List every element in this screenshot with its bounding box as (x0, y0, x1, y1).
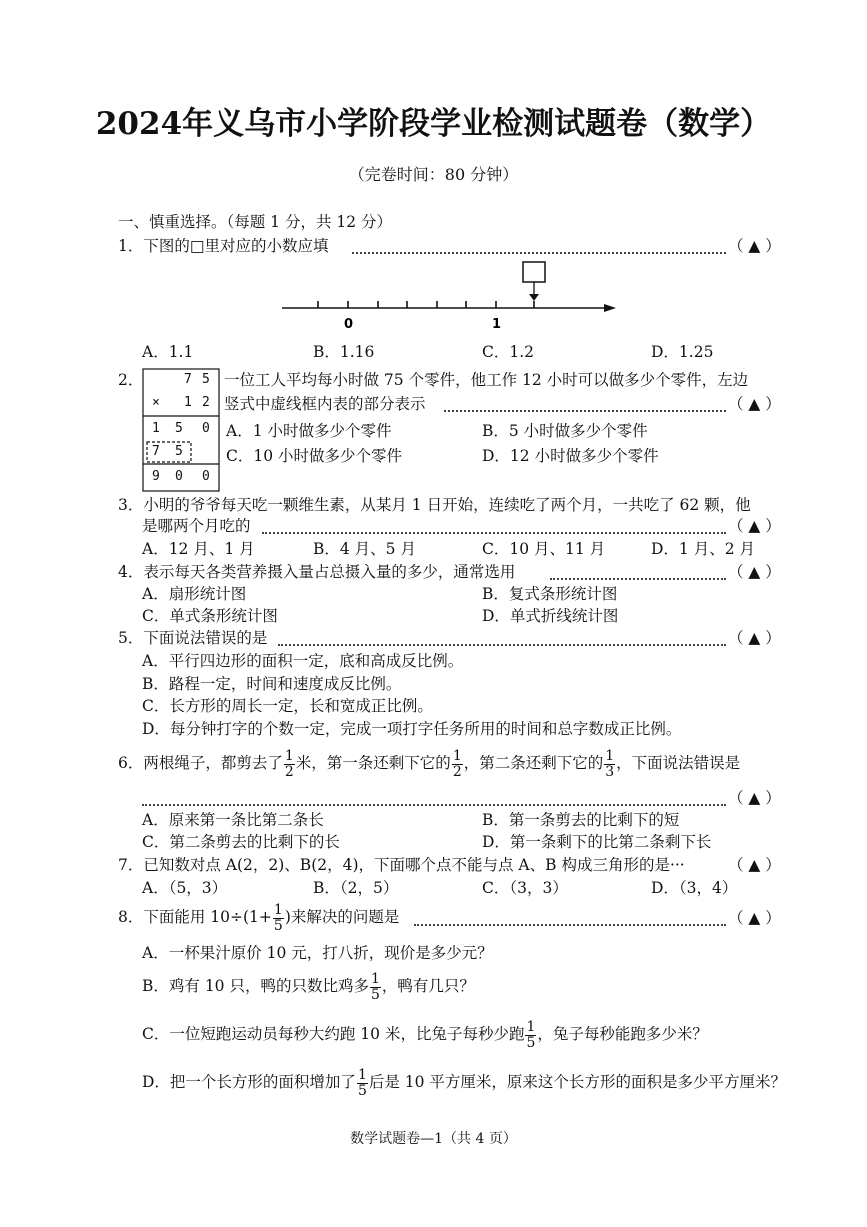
fraction (604, 749, 615, 780)
q2-option-d: D．12 小时做多少个零件 (482, 447, 659, 465)
numerator: 1 (452, 747, 462, 764)
q6-answer-mark: （ ▲ ） (728, 789, 781, 807)
q7-option-b: B．（2，5） (313, 879, 399, 897)
q7-stem: 7．已知数对点 A(2，2)、B(2，4)，下面哪个点不能与点 A、B 构成三角形的是··· (118, 856, 685, 874)
q8-option-b (142, 968, 475, 1004)
denominator: 5 (526, 1034, 536, 1051)
digit: 1 (152, 421, 160, 436)
q1-option-c: C．1.2 (482, 343, 535, 361)
digit: 0 (202, 469, 210, 484)
q6-text-4: ，下面说法错误是 (616, 754, 741, 772)
q3-option-c: C．10 月、11 月 (482, 540, 606, 558)
q6-option-d: D．第一条剩下的比第二条剩下长 (482, 833, 712, 851)
q5-option-a: A．平行四边形的面积一定，底和高成反比例。 (142, 652, 464, 670)
axis-label-one: 1 (492, 317, 502, 332)
q3-option-a: A．12 月、1 月 (142, 540, 255, 558)
digit: 5 (175, 421, 183, 436)
fraction (284, 749, 295, 780)
q2-answer-mark: （ ▲ ） (728, 395, 781, 413)
answer-box (523, 262, 545, 282)
q4-option-a: A．扇形统计图 (142, 585, 247, 603)
q3-option-b: B．4 月、5 月 (313, 540, 416, 558)
q3-option-d: D．1 月、2 月 (651, 540, 756, 558)
q8-option-c-text-end: ，兔子每秒能跑多少米？ (537, 1025, 708, 1043)
q7-option-d: D．（3，4） (651, 879, 738, 897)
fraction (273, 903, 284, 934)
numerator: 1 (357, 1066, 367, 1083)
q8-option-d-text: D．把一个长方形的面积增加了 (142, 1073, 356, 1091)
fraction (525, 1020, 536, 1051)
denominator: 5 (370, 986, 380, 1003)
q5-option-c: C．长方形的周长一定，长和宽成正比例。 (142, 697, 433, 715)
q8-dots (414, 922, 726, 926)
q8-option-c-text: C．一位短跑运动员每秒大约跑 10 米，比兔子每秒少跑 (142, 1025, 525, 1043)
q6-stem (118, 746, 740, 780)
denominator: 5 (357, 1082, 367, 1099)
q6-text-2: 米，第一条还剩下它的 (295, 754, 451, 772)
q5-stem: 5．下面说法错误的是 (118, 629, 268, 647)
q1-dots (352, 250, 726, 254)
q8-option-d (142, 1064, 786, 1100)
q8-answer-mark: （ ▲ ） (728, 909, 781, 927)
digit: 1 (184, 395, 192, 410)
numerator: 1 (526, 1018, 536, 1035)
digit: 2 (202, 395, 210, 410)
q1-option-b: B．1.16 (313, 343, 375, 361)
denominator: 3 (605, 763, 615, 780)
digit: 0 (202, 421, 210, 436)
q8-text-2: )来解决的问题是 (284, 908, 400, 926)
q6-option-a: A．原来第一条比第二条长 (142, 811, 324, 829)
q2-line2: 竖式中虚线框内表的部分表示 (224, 395, 426, 413)
q4-dots (550, 576, 726, 580)
q2-option-a: A．1 小时做多少个零件 (226, 422, 392, 440)
q4-option-d: D．单式折线统计图 (482, 607, 619, 625)
q1-stem: 1．下图的□里对应的小数应填 (118, 237, 329, 255)
fraction (370, 972, 381, 1003)
page-footer: 数学试题卷—1（共 4 页） (350, 1131, 517, 1147)
digit: 7 (152, 444, 160, 459)
q8-option-b-text: B．鸡有 10 只，鸭的只数比鸡多 (142, 977, 369, 995)
q2-option-c: C．10 小时做多少个零件 (226, 447, 403, 465)
digit: 5 (202, 372, 210, 387)
q8-option-a: A．一杯果汁原价 10 元，打八折，现价是多少元？ (142, 944, 493, 962)
q5-option-b: B．路程一定，时间和速度成反比例。 (142, 675, 402, 693)
q8-option-d-text-end: 后是 10 平方厘米，原来这个长方形的面积是多少平方厘米？ (368, 1073, 786, 1091)
fraction (357, 1068, 368, 1099)
numerator: 1 (370, 970, 380, 987)
q5-dots (278, 642, 726, 646)
section-heading: 一、慎重选择。（每题 1 分，共 12 分） (118, 213, 393, 231)
q6-option-b: B．第一条剪去的比剩下的短 (482, 811, 680, 829)
q2-number: 2． (118, 371, 144, 389)
axis-arrow-head (604, 304, 616, 312)
axis-ticks (318, 301, 534, 308)
q4-option-b: B．复式条形统计图 (482, 585, 618, 603)
q4-stem: 4．表示每天各类营养摄入量占总摄入量的多少，通常选用 (118, 563, 516, 581)
q3-answer-mark: （ ▲ ） (728, 517, 781, 535)
digit: 7 (184, 372, 192, 387)
denominator: 5 (273, 917, 283, 934)
digit: 5 (175, 444, 183, 459)
q8-option-b-text-end: ，鸭有几只？ (381, 977, 475, 995)
q6-text-1: 6．两根绳子，都剪去了 (118, 754, 283, 772)
q7-answer-mark: （ ▲ ） (728, 856, 781, 874)
q7-option-a: A．（5，3） (142, 879, 228, 897)
q8-text-1: 8．下面能用 10÷(1+ (118, 908, 272, 926)
q5-answer-mark: （ ▲ ） (728, 629, 781, 647)
denominator: 2 (452, 763, 462, 780)
q8-option-c (142, 1016, 708, 1052)
q1-option-a: A．1.1 (142, 343, 194, 361)
times-sign: × (152, 395, 160, 410)
numerator: 1 (605, 747, 615, 764)
vertical-multiplication (142, 368, 220, 492)
axis-label-zero: 0 (344, 317, 354, 332)
q4-answer-mark: （ ▲ ） (728, 563, 781, 581)
denominator: 2 (284, 763, 294, 780)
q4-option-c: C．单式条形统计图 (142, 607, 278, 625)
q2-dots (444, 408, 726, 412)
page-subtitle: （完卷时间：80 分钟） (348, 165, 519, 184)
q3-line2: 是哪两个月吃的 (142, 517, 251, 535)
q1-answer-mark: （ ▲ ） (728, 237, 781, 255)
q6-option-c: C．第二条剪去的比剩下的长 (142, 833, 340, 851)
q6-text-3: ，第二条还剩下它的 (463, 754, 604, 772)
page-title: 2024年义乌市小学阶段学业检测试题卷（数学） (95, 106, 772, 142)
q6-dots (142, 802, 726, 806)
q1-option-d: D．1.25 (651, 343, 714, 361)
q5-option-d: D．每分钟打字的个数一定，完成一项打字任务所用的时间和总字数成正比例。 (142, 720, 682, 738)
fraction (452, 749, 463, 780)
numerator: 1 (273, 901, 283, 918)
q7-option-c: C．（3，3） (482, 879, 568, 897)
digit: 9 (152, 469, 160, 484)
q2-option-b: B．5 小时做多少个零件 (482, 422, 648, 440)
q3-line1: 3．小明的爷爷每天吃一颗维生素，从某月 1 日开始，连续吃了两个月，一共吃了 62 颗，他 (118, 496, 751, 514)
digit: 0 (175, 469, 183, 484)
q8-stem (118, 900, 399, 934)
numerator: 1 (284, 747, 294, 764)
q2-line1: 一位工人平均每小时做 75 个零件，他工作 12 小时可以做多少个零件，左边 (224, 371, 749, 389)
q3-dots (262, 530, 726, 534)
pointer-arrow-head (529, 294, 539, 301)
number-line-figure (270, 256, 630, 336)
